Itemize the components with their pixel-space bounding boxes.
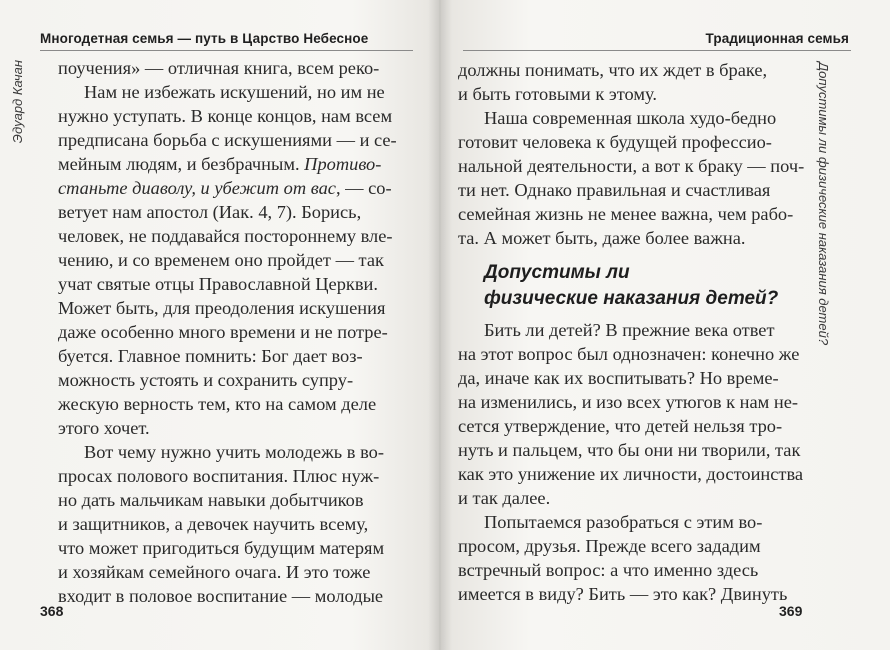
text-line: Попытаемся разобраться с этим во- [484, 512, 763, 532]
text-line: на изменились, и изо всех утюгов к нам не- [458, 392, 799, 412]
text-line: предписана борьба с искушениями — и се- [58, 130, 397, 150]
text-line: просом, друзья. Прежде всего зададим [458, 536, 761, 556]
right-page-number: 369 [779, 603, 803, 619]
text-line: входит в половое воспитание — молодые [58, 586, 384, 606]
text-line: нуть и пальцем, что бы они ни творили, так [458, 440, 801, 460]
left-page-number: 368 [40, 603, 64, 619]
right-side-chapter: Допустимы ли физические наказания детей? [816, 62, 831, 346]
text-line: Нам не избежать искушений, но им не [84, 82, 385, 102]
text-line: Вот чему нужно учить молодежь в во- [84, 442, 384, 462]
text-line: ти нет. Однако правильная и счастливая [458, 180, 771, 200]
right-body-text-top [458, 58, 806, 250]
text-line: как это унижение их личности, достоинства [458, 464, 804, 484]
text-line: просах полового воспитания. Плюс нуж- [58, 466, 380, 486]
left-header-rule [40, 50, 413, 51]
quote-fragment: станьте диаволу, и убежит от вас [58, 178, 336, 198]
heading-line: Допустимы ли [484, 262, 630, 283]
text-line: семейная жизнь не менее важна, чем рабо- [458, 204, 794, 224]
text-fragment: , — со- [335, 178, 392, 198]
text-line: жескую верность тем, кто на самом деле [58, 394, 377, 414]
left-side-author: Эдуард Качан [10, 60, 25, 144]
text-line: поучения» — отличная книга, всем реко- [58, 58, 380, 78]
text-line: но дать мальчикам навыки добытчиков [58, 490, 364, 510]
text-line: можность устоять и сохранить супру- [58, 370, 354, 390]
right-header-rule [463, 50, 851, 51]
text-line: ветует нам апостол (Иак. 4, 7). Борись, [58, 202, 362, 222]
right-body-text-bottom [458, 318, 806, 606]
text-line: человек, не поддавайся постороннему вле- [58, 226, 393, 246]
left-running-head: Многодетная семья — путь в Царство Небесное [40, 31, 369, 46]
quote-fragment: Противо- [304, 154, 382, 174]
text-line: и быть готовыми к этому. [458, 84, 657, 104]
text-line: нальной деятельности, а вот к браку — поч- [458, 156, 805, 176]
text-line: Может быть, для преодоления искушения [58, 298, 386, 318]
text-line: на этот вопрос был однозначен: конечно же [458, 344, 800, 364]
text-line: сется утверждение, что детей нельзя тро- [458, 416, 783, 436]
book-gutter [428, 0, 452, 650]
text-fragment: мейным людям, и безбрачным. [58, 154, 305, 174]
text-line: учат святые отцы Православной Церкви. [58, 274, 378, 294]
text-line: да, иначе как их воспитывать? Но време- [458, 368, 779, 388]
section-heading [484, 260, 804, 312]
text-line: и защитников, а девочек научить всему, [58, 514, 369, 534]
text-line: и хозяйкам семейного очага. И это тоже [58, 562, 371, 582]
text-line: и так далее. [458, 488, 551, 508]
text-line: готовит человека к будущей профессио- [458, 132, 772, 152]
heading-line: физические наказания детей? [484, 288, 779, 309]
text-line: даже особенно много времени и не потре- [58, 322, 388, 342]
text-line [58, 152, 418, 176]
text-line: этого хочет. [58, 418, 150, 438]
text-line: что может пригодиться будущим матерям [58, 538, 385, 558]
text-line: Бить ли детей? В прежние века ответ [484, 320, 775, 340]
text-line: Наша современная школа худо-бедно [484, 108, 777, 128]
text-line: встречный вопрос: а что именно здесь [458, 560, 759, 580]
text-line: имеется в виду? Бить — это как? Двинуть [458, 584, 788, 604]
right-running-head: Традиционная семья [705, 31, 849, 46]
text-line: чению, и со временем оно пройдет — так [58, 250, 384, 270]
text-line: должны понимать, что их ждет в браке, [458, 60, 768, 80]
left-body-text [58, 56, 418, 608]
text-line: буется. Главное помнить: Бог дает воз- [58, 346, 363, 366]
text-line: нужно уступать. В конце концов, нам всем [58, 106, 393, 126]
text-line: та. А может быть, даже более важна. [458, 228, 746, 248]
text-line [58, 176, 418, 200]
